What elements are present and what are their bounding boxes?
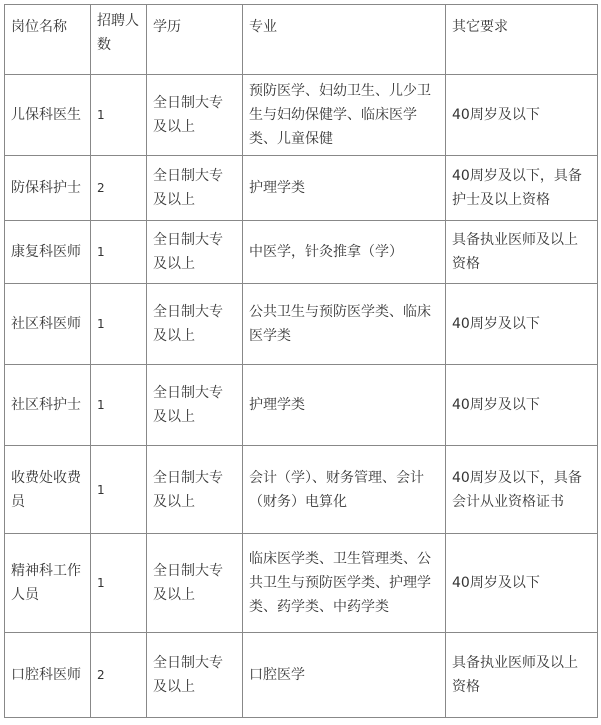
table-row <box>5 534 598 633</box>
table-row <box>5 633 598 718</box>
header-position: 岗位名称 <box>5 5 91 75</box>
cell-education: 全日制大专及以上 <box>147 633 243 718</box>
cell-other: 具备执业医师及以上资格 <box>446 633 598 718</box>
cell-education: 全日制大专及以上 <box>147 156 243 221</box>
cell-count: 1 <box>91 446 147 534</box>
cell-count: 1 <box>91 221 147 284</box>
table-row <box>5 284 598 365</box>
table-row <box>5 221 598 284</box>
cell-count: 1 <box>91 534 147 633</box>
cell-major: 会计（学）、财务管理、会计（财务）电算化 <box>243 446 446 534</box>
table-row <box>5 365 598 446</box>
cell-position: 口腔科医师 <box>5 633 91 718</box>
cell-position: 社区科护士 <box>5 365 91 446</box>
cell-education: 全日制大专及以上 <box>147 446 243 534</box>
cell-other: 40周岁及以下 <box>446 284 598 365</box>
header-major: 专业 <box>243 5 446 75</box>
cell-major: 预防医学、妇幼卫生、儿少卫生与妇幼保健学、临床医学类、儿童保健 <box>243 75 446 156</box>
cell-count: 2 <box>91 156 147 221</box>
cell-other: 40周岁及以下，具备会计从业资格证书 <box>446 446 598 534</box>
cell-education: 全日制大专及以上 <box>147 75 243 156</box>
header-education: 学历 <box>147 5 243 75</box>
cell-other: 40周岁及以下 <box>446 534 598 633</box>
cell-education: 全日制大专及以上 <box>147 284 243 365</box>
recruitment-table <box>4 4 598 718</box>
cell-position: 社区科医师 <box>5 284 91 365</box>
cell-education: 全日制大专及以上 <box>147 221 243 284</box>
cell-major: 口腔医学 <box>243 633 446 718</box>
cell-major: 中医学，针灸推拿（学） <box>243 221 446 284</box>
cell-count: 1 <box>91 75 147 156</box>
cell-education: 全日制大专及以上 <box>147 365 243 446</box>
cell-major: 临床医学类、卫生管理类、公共卫生与预防医学类、护理学类、药学类、中药学类 <box>243 534 446 633</box>
table-row <box>5 75 598 156</box>
cell-major: 护理学类 <box>243 365 446 446</box>
cell-other: 40周岁及以下 <box>446 75 598 156</box>
cell-position: 精神科工作人员 <box>5 534 91 633</box>
table-row <box>5 446 598 534</box>
cell-other: 40周岁及以下 <box>446 365 598 446</box>
cell-position: 儿保科医生 <box>5 75 91 156</box>
table-header-row <box>5 5 598 75</box>
cell-major: 公共卫生与预防医学类、临床医学类 <box>243 284 446 365</box>
cell-position: 康复科医师 <box>5 221 91 284</box>
cell-count: 1 <box>91 284 147 365</box>
cell-other: 40周岁及以下，具备护士及以上资格 <box>446 156 598 221</box>
cell-major: 护理学类 <box>243 156 446 221</box>
header-count: 招聘人数 <box>91 5 147 75</box>
cell-position: 收费处收费员 <box>5 446 91 534</box>
cell-position: 防保科护士 <box>5 156 91 221</box>
cell-other: 具备执业医师及以上资格 <box>446 221 598 284</box>
cell-education: 全日制大专及以上 <box>147 534 243 633</box>
header-other-requirements: 其它要求 <box>446 5 598 75</box>
cell-count: 2 <box>91 633 147 718</box>
cell-count: 1 <box>91 365 147 446</box>
table-row <box>5 156 598 221</box>
